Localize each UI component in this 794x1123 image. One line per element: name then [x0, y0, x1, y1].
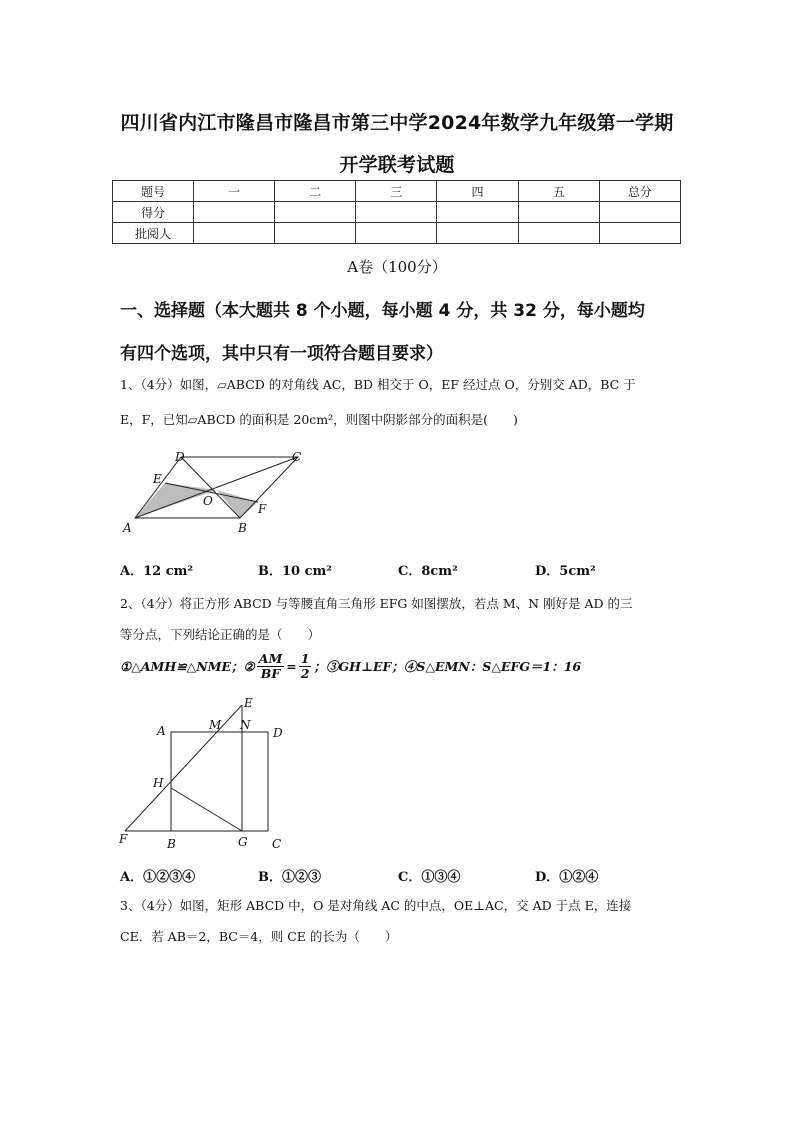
q1-label-e: E [153, 472, 162, 486]
q1-label-b: B [238, 521, 247, 535]
q1-label-f: F [258, 502, 267, 516]
q1-label-d: D [175, 450, 185, 464]
q2-equals: = [286, 658, 297, 674]
q2-segment-hg [171, 788, 242, 831]
q2-statements [120, 652, 680, 681]
score-cell [275, 202, 356, 223]
grader-cell [194, 223, 275, 244]
q2-frac2-top: 1 [300, 651, 310, 666]
grader-cell [518, 223, 599, 244]
score-header-cell: 二 [275, 181, 356, 202]
score-cell [599, 202, 680, 223]
score-header-cell: 三 [356, 181, 437, 202]
q1-option-d: D．5cm² [535, 564, 596, 579]
q2-square-triangle-figure [115, 693, 295, 853]
score-table-header-row [113, 181, 681, 202]
score-cell [194, 202, 275, 223]
score-header-cell: 五 [518, 181, 599, 202]
q1-text-line-2: E，F，已知▱ABCD 的面积是 20cm²，则图中阴影部分的面积是( ) [120, 412, 518, 427]
q1-option-b: B．10 cm² [258, 564, 332, 579]
score-header-cell: 四 [437, 181, 518, 202]
score-cell [356, 202, 437, 223]
grader-cell [599, 223, 680, 244]
q2-label-n: N [240, 718, 251, 732]
q2-label-c: C [272, 837, 282, 851]
q3-text-line-2: CE．若 AB＝2，BC＝4，则 CE 的长为（ ） [120, 929, 398, 944]
q2-label-f: F [119, 832, 128, 846]
q2-option-a: A．①②③④ [120, 870, 196, 885]
score-cell [518, 202, 599, 223]
section1-heading-line-2: 有四个选项，其中只有一项符合题目要求） [120, 344, 443, 364]
exam-title-line-1: 四川省内江市隆昌市隆昌市第三中学2024年数学九年级第一学期 [120, 112, 674, 134]
score-header-cell: 题号 [113, 181, 194, 202]
q1-parallelogram-figure [115, 445, 315, 537]
q2-frac-top: AM [258, 651, 283, 666]
q1-text-line-1: 1、（4分）如图，▱ABCD 的对角线 AC，BD 相交于 O，EF 经过点 O，分别交 AD，BC 于 [120, 377, 636, 392]
grader-cell [356, 223, 437, 244]
q2-label-h: H [153, 776, 164, 790]
score-cell [437, 202, 518, 223]
score-table [112, 180, 681, 244]
q2-text-line-2: 等分点，下列结论正确的是（ ） [120, 627, 321, 642]
section1-heading-line-1: 一、选择题（本大题共 8 个小题，每小题 4 分，共 32 分，每小题均 [120, 301, 645, 321]
score-header-cell: 一 [194, 181, 275, 202]
q1-option-c: C．8cm² [398, 564, 458, 579]
q2-statement-part-2: ；③GH⊥EF；④S△EMN：S△EFG＝1：16 [313, 658, 582, 674]
q2-segment-fe [125, 705, 242, 831]
exam-title-line-2: 开学联考试题 [339, 154, 455, 176]
q1-label-c: C [292, 450, 302, 464]
q1-option-a: A．12 cm² [120, 564, 194, 579]
q2-label-b: B [167, 837, 176, 851]
score-table-score-row [113, 202, 681, 223]
q2-option-b: B．①②③ [258, 870, 321, 885]
q2-option-d: D．①②④ [535, 870, 599, 885]
q1-label-o: O [203, 494, 213, 508]
q2-fraction-one-half [299, 652, 312, 681]
q3-text-line-1: 3、（4分）如图，矩形 ABCD 中，O 是对角线 AC 的中点，OE⊥AC，交 AD 于点 E，连接 [120, 898, 632, 913]
q2-statement-part-1: ①△AMH≌△NME；② [120, 658, 255, 674]
q1-diagonal-ac [135, 457, 298, 518]
q2-frac-bottom: BF [260, 666, 281, 681]
q1-label-a: A [123, 521, 132, 535]
q2-label-a: A [157, 724, 166, 738]
section-a-title: A卷（100分） [347, 258, 447, 276]
q2-label-m: M [209, 718, 222, 732]
q2-text-line-1: 2、（4分）将正方形 ABCD 与等腰直角三角形 EFG 如图摆放，若点 M、N 刚好是 AD 的三 [120, 596, 633, 611]
q2-option-c: C．①③④ [398, 870, 461, 885]
q2-label-g: G [238, 835, 248, 849]
q2-label-e: E [244, 696, 253, 710]
q2-frac2-bottom: 2 [300, 666, 310, 681]
grader-row-label: 批阅人 [113, 223, 194, 244]
score-table-grader-row [113, 223, 681, 244]
q2-square-abcd [171, 732, 268, 831]
grader-cell [437, 223, 518, 244]
score-header-cell: 总分 [599, 181, 680, 202]
q2-label-d: D [273, 726, 283, 740]
grader-cell [275, 223, 356, 244]
score-row-label: 得分 [113, 202, 194, 223]
q1-shaded-right [217, 490, 258, 518]
q2-fraction-am-bf [257, 652, 285, 681]
